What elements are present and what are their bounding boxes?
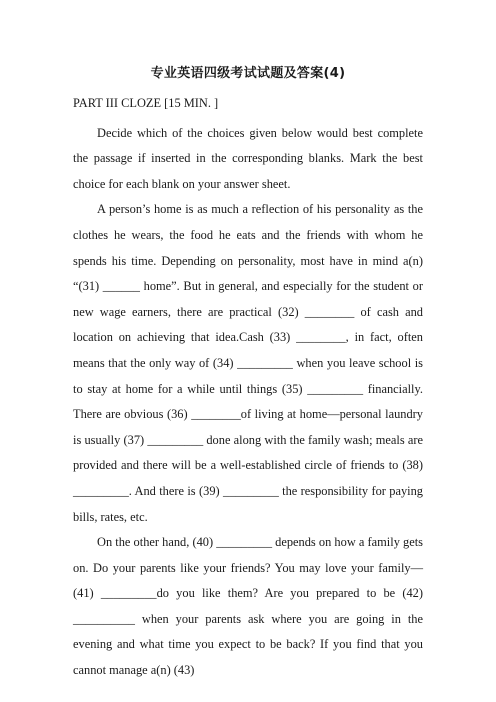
passage-paragraph-2: On the other hand, (40) _________ depends on how a family gets on. Do your parents like your friends? You may love your family—(41) _________do you like them? Are you prepared to be (42) __________ when your parents ask where you are going in the evening and what time you expect to be back? If you find that you cannot manage a(n) (43) bbox=[73, 535, 423, 678]
instructions-paragraph: Decide which of the choices given below would best complete the passage if inserted in the corresponding blanks. Mark the best choice for each blank on your answer sheet. bbox=[73, 125, 423, 191]
document-title: 专业英语四级考试试题及答案(4) bbox=[150, 66, 346, 81]
passage-paragraph-1: A person’s home is as much a reflection of his personality as the clothes he wears, the food he eats and the friends with whom he spends his time. Depending on personality, most have in mind a(n) “(31) ______ home”. But in general, and especially for the student or new wage earners, there are practical (32) ________ of cash and location on achieving that idea.Cash (33) ________, in fact, often means that the only way of (34) _________ when you leave school is to stay at home for a while until things (35) _________ financially. There are obvious (36) ________of living at home—personal laundry is usually (37) _________ done along with the family wash; meals are provided and there will be a well-established circle of friends to (38) _________. And there is (39) _________ the responsibility for paying bills, rates, etc. bbox=[73, 202, 423, 524]
section-heading: PART III CLOZE [15 MIN. ] bbox=[73, 96, 219, 110]
